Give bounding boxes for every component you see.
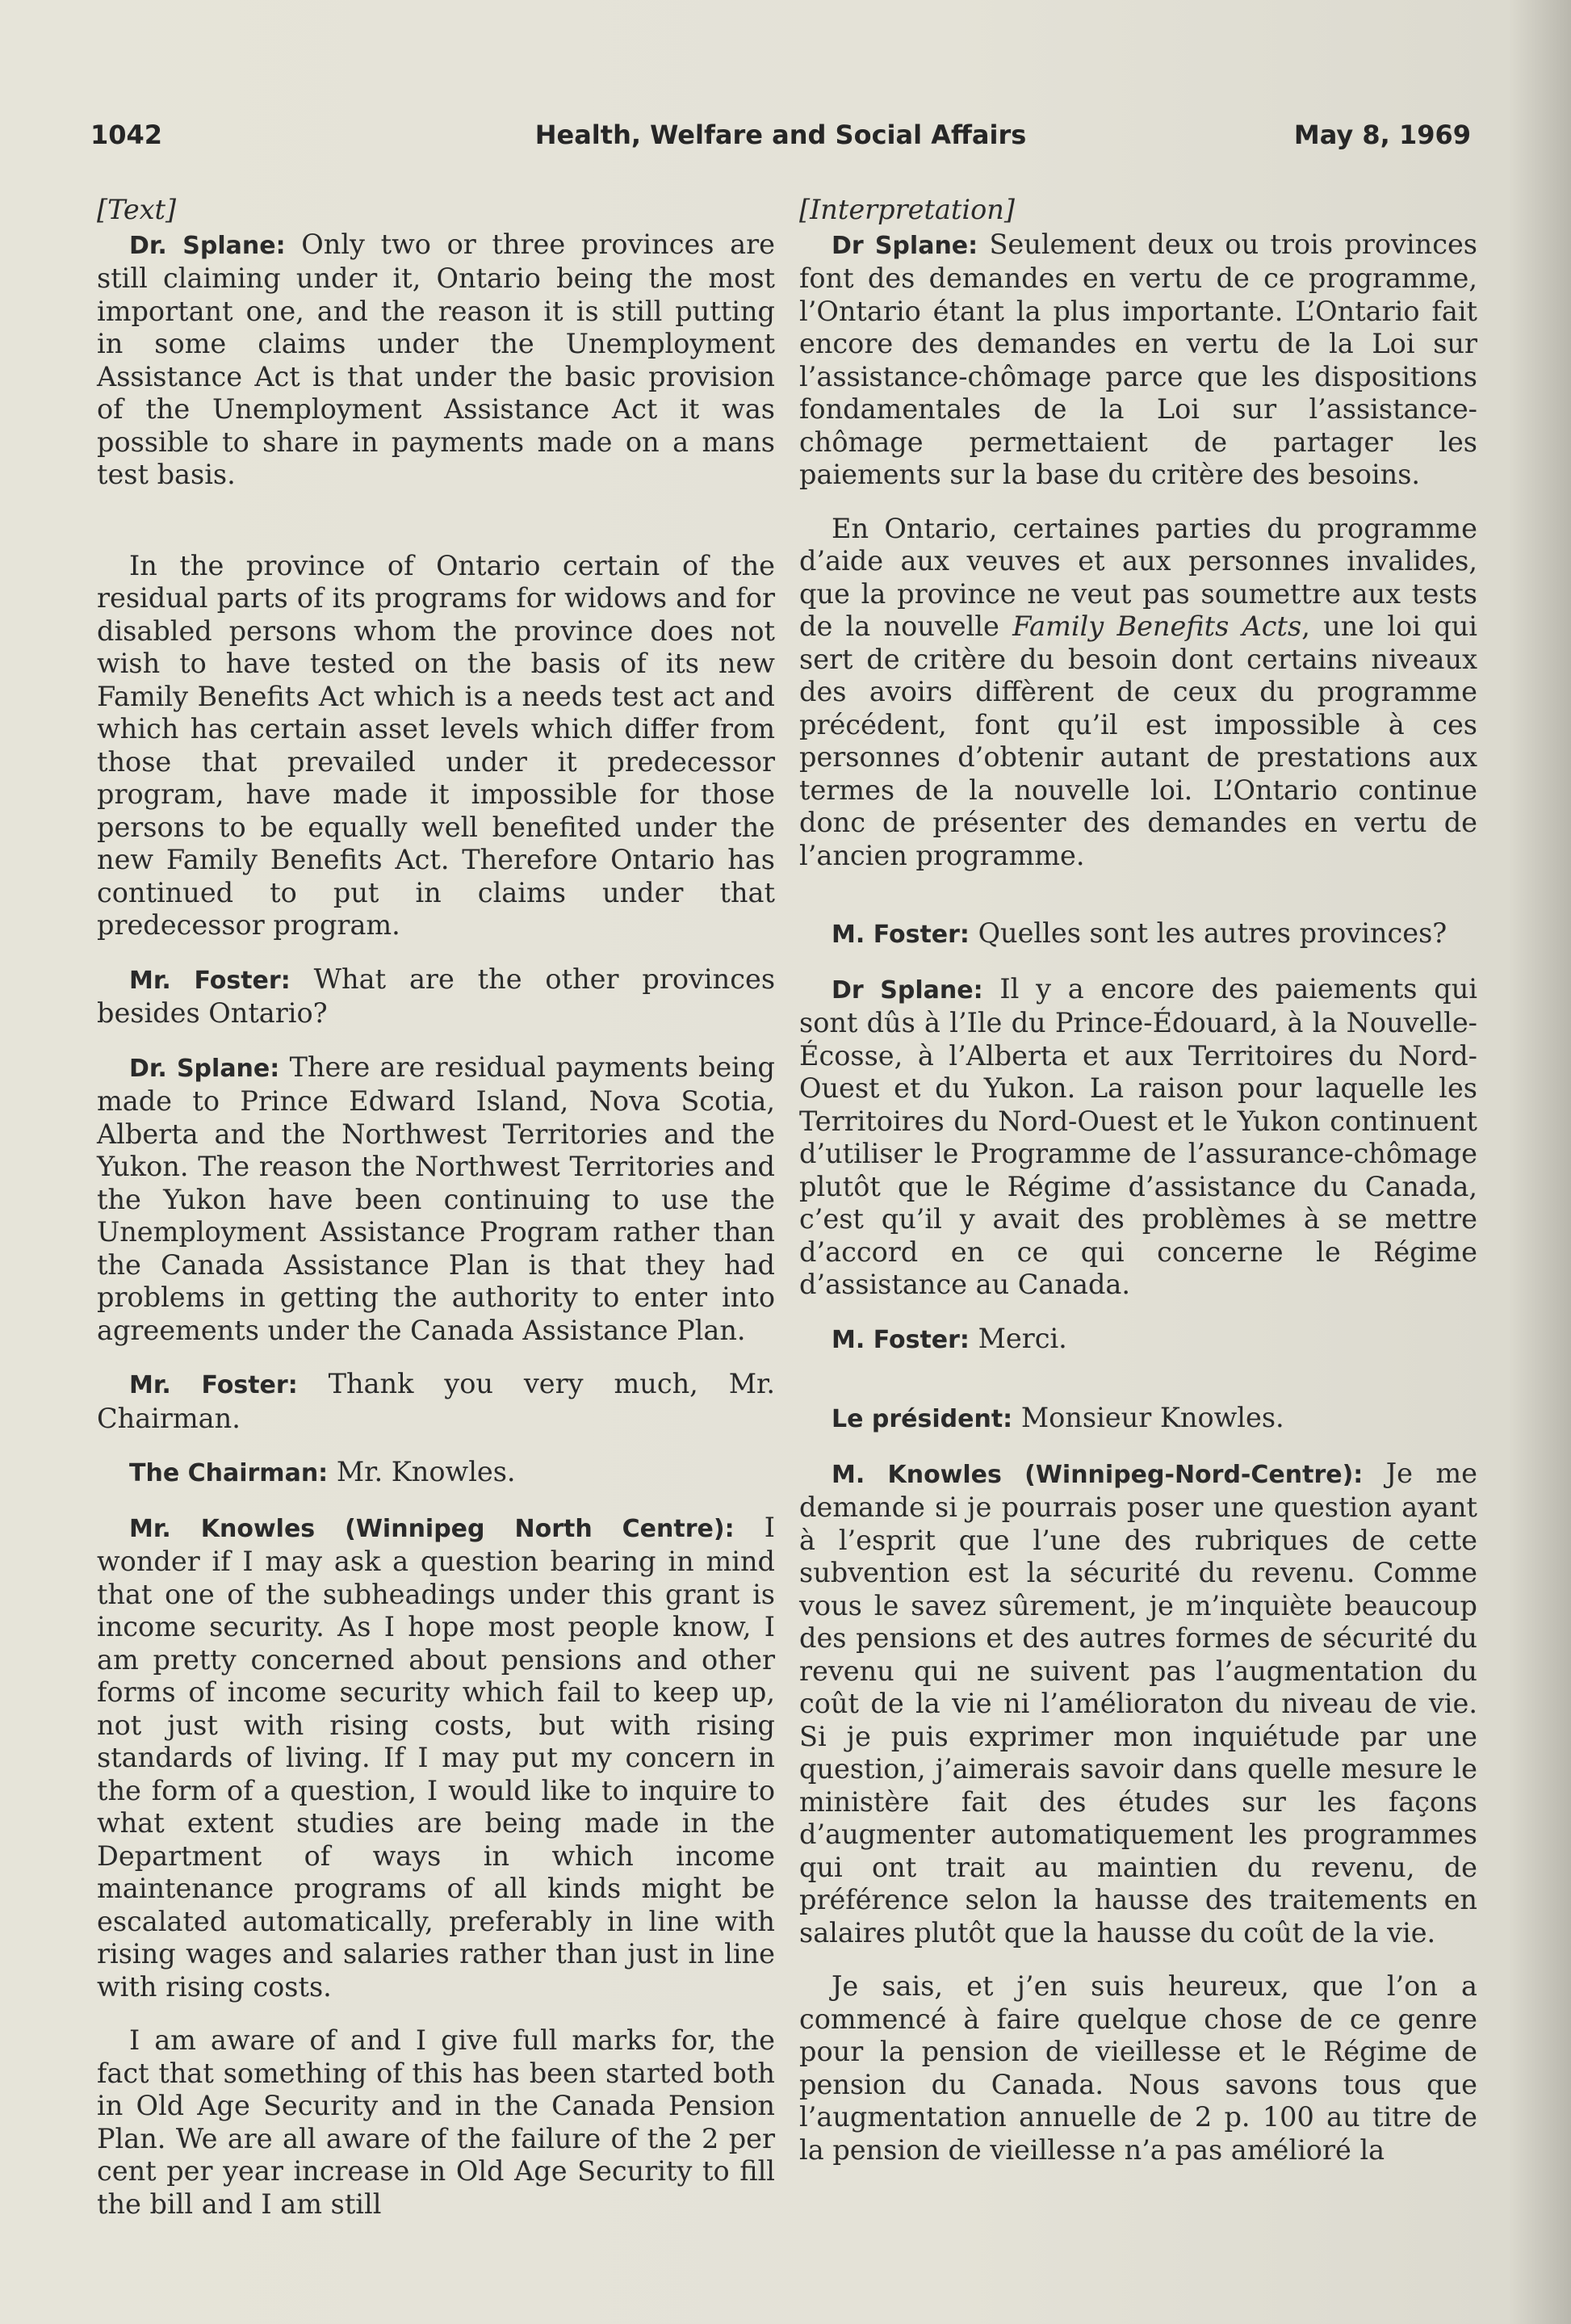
paragraph (97, 2024, 775, 2221)
speaker-name: M. Foster: (832, 1325, 970, 1354)
interpretation-label: [Interpretation] (799, 194, 1015, 225)
paragraph (97, 963, 775, 1030)
paragraph-text: What are the other provinces besides Ontario? (97, 963, 776, 1029)
speaker-name: Le président: (832, 1405, 1013, 1433)
paragraph (799, 1323, 1477, 1357)
paragraph-text: Only two or three provinces are still claiming under it, Ontario being the most important one, and the reason it is still putting in some claims under the Unemployment Assistance Act is that under the basic provision of the Unemployment Assistance Act it was possible to share in payments made on a mans test basis. (97, 228, 775, 490)
speaker-name: The Chairman: (129, 1459, 329, 1487)
paragraph (97, 550, 775, 942)
paragraph-text: Il y a encore des paiements qui sont dûs à l’Ile du Prince-Édouard, à la Nouvelle-Écosse, à l’Alberta et aux Territoires du Nord-Ouest et du Yukon. La raison pour laquelle les Territoires du Nord-Ouest et le Yukon continuent d’utiliser le Programme de l’assurance-chômage plutôt que le Régime d’assistance du Canada, c’est qu’il y avait des problèmes à se mettre d’accord en ce qui concerne le Régime d’assistance au Canada. (799, 972, 1477, 1300)
english-column (97, 194, 775, 2242)
paragraph-text: , une loi qui sert de critère du besoin dont certains niveaux des avoirs diffèrent de ceux du programme précédent, font qu’il est impossible à ces personnes d’obtenir autant de prestations aux termes de la nouvelle loi. L’Ontario continue donc de présenter des demandes en vertu de l’ancien programme. (799, 610, 1477, 871)
header-title: Health, Welfare and Social Affairs (534, 120, 1027, 150)
paragraph-text: In the province of Ontario certain of the residual parts of its programs for widows and for disabled persons whom the province does not wish to have tested on the basis of its new Family Benefits Act which is a needs test act and which has certain asset levels which differ from those that prevailed under it predecessor program, have made it impossible for those persons to be equally well benefited under the new Family Benefits Act. Therefore Ontario has continued to put in claims under that predecessor program. (97, 549, 775, 941)
speaker-name: Mr. Knowles (Winnipeg North Centre): (129, 1514, 735, 1543)
paragraph (97, 1368, 775, 1435)
paragraph (799, 513, 1477, 873)
paragraph (97, 229, 775, 492)
paragraph (799, 917, 1477, 952)
paragraph (799, 229, 1477, 492)
paragraph-text: Je sais, et j’en suis heureux, que l’on a commencé à faire quelque chose de ce genre pour la pension de vieillesse et le Régime de pension du Canada. Nous savons tous que l’augmentation annuelle de 2 p. 100 au titre de la pension de vieillesse n’a pas amélioré la (799, 1970, 1477, 2166)
page-number: 1042 (90, 120, 163, 150)
paragraph (799, 1970, 1477, 2167)
french-column (799, 194, 1477, 2188)
speaker-name: Dr Splane: (832, 231, 978, 260)
paragraph (97, 1051, 775, 1348)
text-label: [Text] (97, 194, 177, 225)
paragraph-text: I wonder if I may ask a question bearing in mind that one of the subheadings under this grant is income security. As I hope most people know, I am pretty concerned about pensions and other forms of income security which fail to keep up, not just with rising costs, but with rising standards of living. If I may put my concern in the form of a question, I would like to inquire to what extent studies are being made in the Department of ways in which income maintenance programs of all kinds might be escalated automatically, preferably in line with rising wages and salaries rather than just in line with rising costs. (97, 1511, 775, 2003)
speaker-name: Dr Splane: (832, 975, 983, 1005)
paragraph-text: Seulement deux ou trois provinces font des demandes en vertu de ce programme, l’Ontario étant la plus importante. L’Ontario fait encore des demandes en vertu de la Loi sur l’assistance-chômage parce que les dispositions fondamentales de la Loi sur l’assistance-chômage permettaient de partager les paiements sur la base du critère des besoins. (799, 228, 1477, 490)
speaker-name: Mr. Foster: (129, 966, 291, 995)
paragraph (97, 1456, 775, 1491)
header-date: May 8, 1969 (1293, 120, 1471, 150)
speaker-name: Mr. Foster: (129, 1371, 298, 1399)
paragraph (97, 1512, 775, 2004)
paragraph (799, 1458, 1477, 1950)
speaker-name: M. Knowles (Winnipeg-Nord-Centre): (832, 1460, 1364, 1489)
paragraph-text: Thank you very much, Mr. Chairman. (97, 1368, 775, 1434)
act-title: Family Benefits Acts (1012, 610, 1302, 642)
running-header (90, 120, 1471, 160)
paragraph-text: Monsieur Knowles. (1012, 1402, 1284, 1433)
speaker-name: Dr. Splane: (129, 1054, 280, 1083)
paragraph-text: I am aware of and I give full marks for, the fact that something of this has been started both in Old Age Security and in the Canada Pension Plan. We are all aware of the failure of the 2 per cent per year increase in Old Age Security to fill the bill and I am still (97, 2024, 775, 2220)
paragraph-text: Mr. Knowles. (328, 1456, 516, 1487)
speaker-name: M. Foster: (832, 921, 970, 949)
paragraph-text: Quelles sont les autres provinces? (969, 917, 1447, 949)
speaker-name: Dr. Splane: (129, 231, 286, 260)
paragraph-text: Merci. (969, 1322, 1067, 1354)
paragraph (799, 973, 1477, 1302)
paragraph (799, 1402, 1477, 1437)
paragraph-text: En Ontario, certaines parties du programme d’aide aux veuves et aux personnes invalides, que la province ne veut pas soumettre aux tests de la nouvelle (799, 512, 1477, 642)
paragraph-text: There are residual payments being made to Prince Edward Island, Nova Scotia, Alberta and the Northwest Territories and the Yukon. The reason the Northwest Territories and the Yukon have been continuing to use the Unemployment Assistance Program rather than the Canada Assistance Plan is that they had problems in getting the authority to enter into agreements under the Canada Assistance Plan. (97, 1051, 775, 1346)
paragraph-text: Je me demande si je pourrais poser une question ayant à l’esprit que l’une des rubriques de cette subvention est la sécurité du revenu. Comme vous le savez sûrement, je m’inquiète beaucoup des pensions et des autres formes de sécurité du revenu qui ne suivent pas l’augmentation du coût de la vie ni l’amélioraton du niveau de vie. Si je puis exprimer mon inquiétude par une question, j’aimerais savoir dans quelle mesure le ministère fait des études sur les façons d’augmenter automatiquement les programmes qui ont trait au maintien du revenu, de préférence selon la hausse des traitements en salaires plutôt que la hausse du coût de la vie. (799, 1457, 1477, 1949)
